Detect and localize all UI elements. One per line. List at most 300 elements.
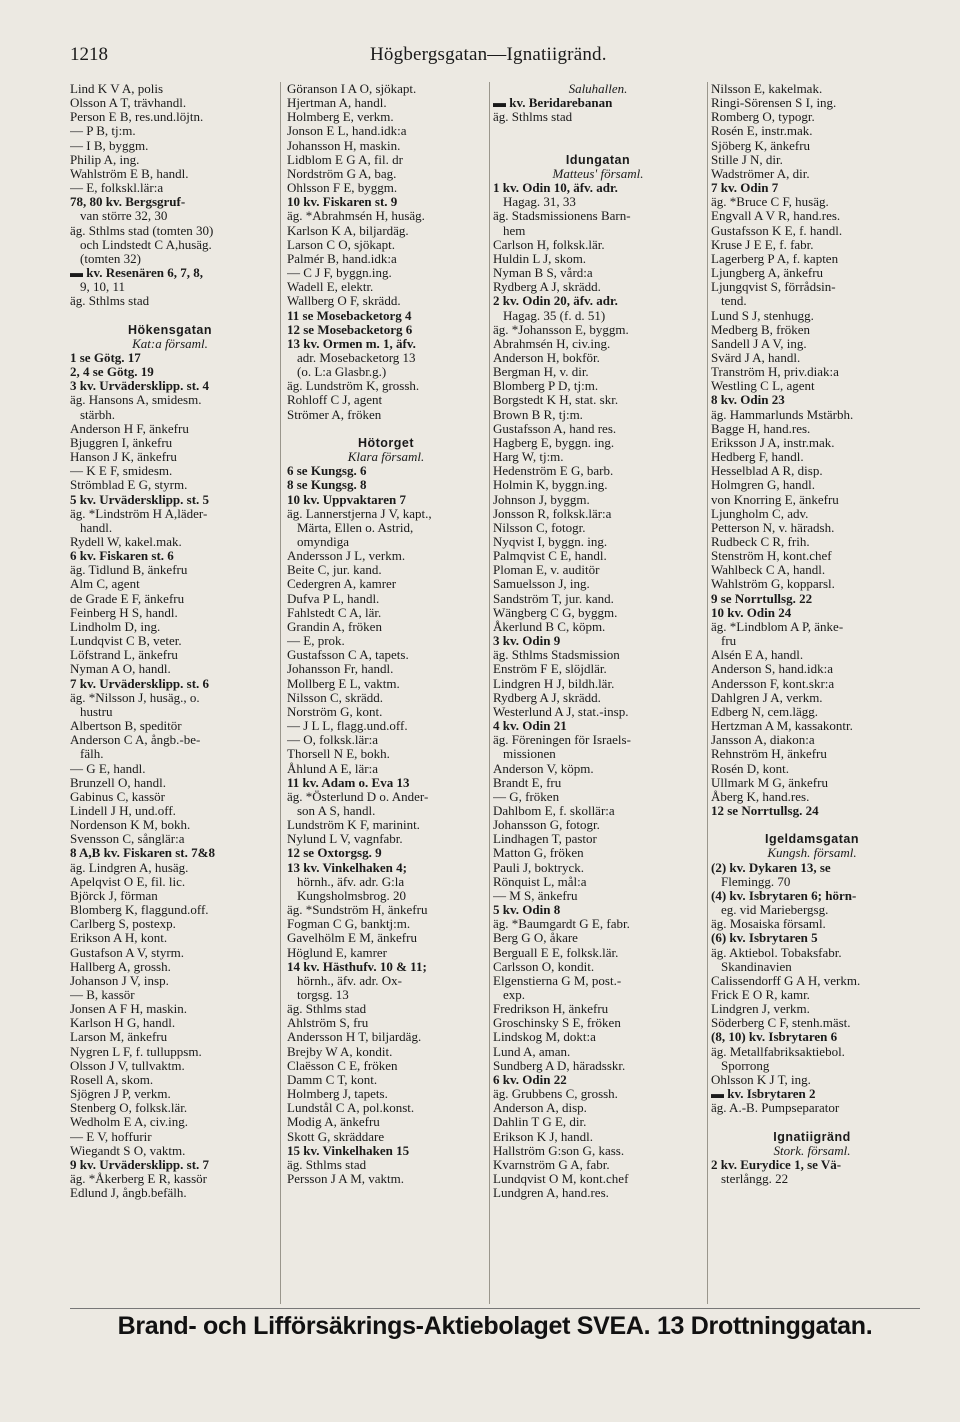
directory-entry: Jonsson R, folksk.lär:a <box>493 506 612 521</box>
directory-entry: Brandt E, fru <box>493 775 562 790</box>
directory-entry: von Knorring E, änkefru <box>711 492 839 507</box>
directory-entry: Anderson H F, änkefru <box>70 421 189 436</box>
directory-entry: äg. Stadsmissionens Barn- <box>493 209 631 224</box>
property-entry: 12 se Oxtorgsg. 9 <box>287 846 382 861</box>
page-number: 1218 <box>70 44 108 65</box>
directory-entry: äg. *Österlund D o. Ander- <box>287 789 429 804</box>
directory-entry: Enström F E, slöjdlär. <box>493 662 607 677</box>
property-entry: (6) kv. Isbrytaren 5 <box>711 931 818 946</box>
directory-entry: Mollberg E L, vaktm. <box>287 676 400 691</box>
directory-entry: Stenberg O, folksk.lär. <box>70 1101 188 1116</box>
directory-entry: Åkerlund B C, köpm. <box>493 619 606 634</box>
directory-entry: äg. Aktiebol. Tobaksfabr. <box>711 945 842 960</box>
directory-entry: Nordström G A, bag. <box>287 166 397 181</box>
directory-entry: Bagge H, hand.res. <box>711 421 811 436</box>
property-entry: 3 kv. Odin 9 <box>493 634 561 649</box>
directory-entry: Lundström K F, marinint. <box>287 818 420 833</box>
directory-entry: Rydberg A J, skrädd. <box>493 690 601 705</box>
entry-continuation: Flemingg. 70 <box>721 874 791 889</box>
directory-entry: Hanson J K, änkefru <box>70 450 177 465</box>
entry-continuation: exp. <box>503 988 526 1002</box>
property-entry: 10 kv. Uppvaktaren 7 <box>287 492 406 507</box>
property-entry: 1 kv. Odin 10, äfv. adr. <box>493 181 618 196</box>
directory-entry: Tranström H, priv.diak:a <box>711 365 839 380</box>
directory-entry: äg. Lindgren A, husäg. <box>70 860 189 875</box>
directory-entry: Strömblad E G, styrm. <box>70 478 188 493</box>
directory-entry: Grandin A, fröken <box>287 619 382 634</box>
property-entry: 3 kv. Urvädersklipp. st. 4 <box>70 379 210 394</box>
directory-entry: äg. Sthlms stad (tomten 30) <box>70 223 214 238</box>
property-entry: 12 se Mosebacketorg 6 <box>287 322 413 337</box>
directory-entry: Thorsell N E, bokh. <box>287 747 390 762</box>
directory-entry: Ohlsson K J T, ing. <box>711 1072 811 1087</box>
property-entry: 5 kv. Odin 8 <box>493 903 561 918</box>
directory-entry: Rydberg A J, skrädd. <box>493 280 601 295</box>
directory-entry: — K E F, smidesm. <box>70 464 173 479</box>
directory-entry: Stenström H, kont.chef <box>711 549 832 564</box>
directory-entry: Rudbeck C R, frih. <box>711 535 810 549</box>
directory-entry: Ljungholm C, adv. <box>711 506 809 521</box>
parish-label: Matteus' församl. <box>552 166 644 181</box>
directory-entry: — E V, hoffurir <box>70 1129 152 1144</box>
directory-entry: Dufva P L, handl. <box>287 591 380 606</box>
directory-entry: Kruse J E E, f. fabr. <box>711 237 814 252</box>
directory-entry: Karlson K A, biljardäg. <box>287 223 409 238</box>
directory-entry: Feinberg H S, handl. <box>70 605 178 620</box>
property-entry: 6 se Kungsg. 6 <box>287 464 367 479</box>
entry-continuation: missionen <box>503 747 556 762</box>
directory-entry: Eriksson J A, instr.mak. <box>711 435 835 450</box>
entry-continuation: och Lindstedt C A,husäg. <box>80 237 212 252</box>
property-entry: 10 kv. Fiskaren st. 9 <box>287 195 398 210</box>
entry-continuation: handl. <box>80 520 113 535</box>
directory-entry: Hesselblad A R, disp. <box>711 464 823 479</box>
directory-entry: Hallberg A, grossh. <box>70 959 171 974</box>
directory-entry: Abrahmsén H, civ.ing. <box>493 336 611 351</box>
directory-entry: Johanson J V, insp. <box>70 973 169 988</box>
directory-entry: Nyman B S, vård:a <box>493 266 593 281</box>
directory-entry: Sandström T, jur. kand. <box>493 591 614 606</box>
entry-continuation: eg. vid Mariebergsg. <box>721 903 829 918</box>
directory-entry: äg. Hammarlunds Mstärbh. <box>711 407 854 422</box>
directory-entry: Rosén D, kont. <box>711 761 789 776</box>
directory-entry: Hjertman A, handl. <box>287 96 387 111</box>
directory-entry: äg. Sthlms stad <box>493 110 573 125</box>
directory-entry: Calissendorff G A H, verkm. <box>711 973 861 988</box>
directory-entry: Fogman C G, banktj:m. <box>287 917 411 932</box>
directory-entry: Rehnström H, änkefru <box>711 747 827 762</box>
property-entry: 13 kv. Ormen m. 1, äfv. <box>287 336 416 351</box>
directory-entry: Hagberg E, byggn. ing. <box>493 435 615 450</box>
column-divider <box>489 82 490 1304</box>
footer-advertisement: Brand- och Lifförsäkrings-Aktiebolaget SVEA. 13 Drottninggatan. <box>117 1312 873 1340</box>
property-entry: 6 kv. Fiskaren st. 6 <box>70 549 174 564</box>
directory-entry: Anderson C A, ångb.-be- <box>70 733 201 748</box>
page-header <box>70 44 920 74</box>
directory-entry: Åberg K, hand.res. <box>711 789 810 804</box>
directory-entry: Larson M, änkefru <box>70 1030 168 1045</box>
directory-entry: äg. *Sundström H, änkefru <box>287 903 428 918</box>
property-entry: (4) kv. Isbrytaren 6; hörn- <box>711 888 857 903</box>
spacer <box>287 422 485 436</box>
directory-entry: Wahlström E B, handl. <box>70 166 189 181</box>
directory-entry: äg. Grubbens C, grossh. <box>493 1087 618 1102</box>
entry-continuation: Sporrong <box>721 1058 770 1073</box>
column-1 <box>70 82 270 1307</box>
directory-entry: Lindholm D, ing. <box>70 619 161 634</box>
directory-entry: Alm C, agent <box>70 577 140 592</box>
directory-entry: Hertzman A M, kassakontr. <box>711 719 853 734</box>
column-divider <box>707 82 708 1304</box>
directory-entry: Lund A, aman. <box>493 1044 571 1059</box>
directory-entry: Sjöberg K, änkefru <box>711 138 811 153</box>
directory-entry: Engvall A V R, hand.res. <box>711 209 841 224</box>
directory-entry: Lindell J H, und.off. <box>70 803 176 818</box>
entry-continuation: torgsg. 13 <box>297 988 349 1002</box>
property-entry: 10 kv. Odin 24 <box>711 605 792 620</box>
directory-entry: Nordenson K M, bokh. <box>70 818 191 833</box>
spacer <box>711 1115 913 1129</box>
directory-entry: Claësson C E, fröken <box>287 1058 398 1073</box>
directory-entry: Matton G, fröken <box>493 846 584 861</box>
directory-entry: äg. Sthlms stad <box>287 1002 367 1017</box>
directory-entry: — J L L, flagg.und.off. <box>287 719 408 734</box>
directory-entry: Ohlsson F E, byggm. <box>287 181 398 196</box>
directory-entry: Erikson K J, handl. <box>493 1129 594 1144</box>
directory-entry: Holmgren G, handl. <box>711 478 815 493</box>
directory-entry: — M S, änkefru <box>493 888 578 903</box>
property-entry: 1 se Götg. 17 <box>70 350 141 365</box>
directory-entry: Ploman E, v. auditör <box>493 563 600 578</box>
directory-entry: Anderson S, hand.idk:a <box>711 662 834 677</box>
entry-continuation: Kungsholmsbrog. 20 <box>297 888 407 903</box>
directory-entry: Damm C T, kont. <box>287 1072 378 1087</box>
directory-entry: Westerlund A J, stat.-insp. <box>493 704 629 719</box>
directory-entry: Skott G, skräddare <box>287 1129 385 1144</box>
directory-entry: Wahlbeck C A, handl. <box>711 563 826 578</box>
directory-entry: Ringi-Sörensen S I, ing. <box>711 96 837 111</box>
directory-entry: Wahlström G, kopparsl. <box>711 577 835 592</box>
entry-continuation: omyndiga <box>297 535 349 549</box>
directory-entry: äg. Lundström K, grossh. <box>287 379 420 394</box>
entry-continuation: fälh. <box>80 747 104 762</box>
directory-entry: Palmér B, hand.idk:a <box>287 251 397 266</box>
directory-entry: Edlund J, ångb.befälh. <box>70 1186 187 1201</box>
directory-entry: Lund S J, stenhugg. <box>711 308 814 323</box>
property-entry: 7 kv. Urvädersklipp. st. 6 <box>70 676 210 691</box>
property-entry: 8 A,B kv. Fiskaren st. 7&8 <box>70 846 215 861</box>
property-entry: 15 kv. Vinkelhaken 15 <box>287 1143 410 1158</box>
entry-continuation: Hagag. 35 (f. d. 51) <box>503 308 606 323</box>
directory-entry: Berguall E E, folksk.lär. <box>493 945 619 960</box>
directory-entry: — B, kassör <box>70 988 135 1002</box>
directory-entry: Hallström G:son G, kass. <box>493 1143 625 1158</box>
directory-entry: Alsén E A, handl. <box>711 648 804 663</box>
directory-entry: äg. Sthlms stad <box>70 294 150 309</box>
directory-entry: Johansson G, fotogr. <box>493 818 600 833</box>
directory-entry: Persson J A M, vaktm. <box>287 1172 405 1187</box>
directory-entry: Wadströmer A, dir. <box>711 166 810 181</box>
directory-entry: Nygren L F, f. tulluppsm. <box>70 1044 202 1059</box>
entry-continuation: hörnh., äfv. adr. G:la <box>297 874 405 889</box>
directory-entry: Larson C O, sjökapt. <box>287 237 395 252</box>
directory-entry: Petterson N, v. häradsh. <box>711 520 835 535</box>
directory-entry: Johnson J, byggm. <box>493 492 590 507</box>
directory-entry: Olsson J V, tullvaktm. <box>70 1058 185 1073</box>
directory-entry: Anderson A, disp. <box>493 1101 587 1116</box>
directory-entry: Bjuggren I, änkefru <box>70 435 173 450</box>
directory-entry: Lind K V A, polis <box>70 82 164 96</box>
directory-entry: Gustafsson C A, tapets. <box>287 648 409 663</box>
street-heading: Hötorget <box>357 435 415 450</box>
directory-entry: Lindgren J, verkm. <box>711 1002 810 1017</box>
directory-entry: Rönquist L, mål:a <box>493 874 587 889</box>
property-entry: 8 kv. Odin 23 <box>711 393 785 408</box>
directory-entry: Gustafsson A, hand res. <box>493 421 617 436</box>
street-heading: Ignatiigränd <box>773 1129 851 1144</box>
directory-entry: Lidblom E G A, fil. dr <box>287 152 403 167</box>
property-entry: 14 kv. Hästhufv. 10 & 11; <box>287 959 427 974</box>
directory-entry: Medberg B, fröken <box>711 322 811 337</box>
directory-entry: Lundqvist C B, veter. <box>70 634 182 649</box>
spacer <box>70 309 270 323</box>
directory-entry: Gavelhölm E M, änkefru <box>287 931 417 946</box>
directory-entry: Lindgren H J, bildh.lär. <box>493 676 615 691</box>
directory-entry: Nyman A O, handl. <box>70 662 171 677</box>
property-entry: 5 kv. Urvädersklipp. st. 5 <box>70 492 210 507</box>
directory-entry: äg. *Åkerberg E R, kassör <box>70 1172 207 1187</box>
directory-entry: Jansson A, diakon:a <box>711 733 815 748</box>
directory-entry: Norström G, kont. <box>287 704 383 719</box>
directory-entry: äg. *Bruce C F, husäg. <box>711 195 829 210</box>
directory-entry: Dahlbom E, f. skollär:a <box>493 803 615 818</box>
directory-entry: Berg G O, åkare <box>493 931 578 946</box>
entry-continuation: hustru <box>80 704 113 719</box>
directory-entry: Nilsson E, kakelmak. <box>711 82 823 96</box>
directory-entry: — P B, tj:m. <box>70 124 136 139</box>
directory-entry: Gabinus C, kassör <box>70 789 165 804</box>
column-divider <box>280 82 281 1304</box>
directory-entry: Pauli J, boktryck. <box>493 860 584 875</box>
directory-entry: Johansson Fr, handl. <box>287 662 394 677</box>
street-heading: Hökensgatan <box>128 322 212 337</box>
directory-entry: Svärd J A, handl. <box>711 350 801 365</box>
directory-entry: Anderson V, köpm. <box>493 761 594 776</box>
entry-continuation: hem <box>503 223 526 238</box>
directory-entry: Karlson H G, handl. <box>70 1016 176 1031</box>
directory-entry: Blomberg K, flaggund.off. <box>70 903 209 918</box>
entry-continuation: Skandinavien <box>721 959 792 974</box>
directory-entry: Andersson J L, verkm. <box>287 549 406 564</box>
directory-entry: Westling C L, agent <box>711 379 815 394</box>
directory-entry: Modig A, änkefru <box>287 1115 380 1130</box>
directory-entry: Ullmark M G, änkefru <box>711 775 828 790</box>
directory-entry: Nilsson C, fotogr. <box>493 520 586 535</box>
directory-entry: Löfstrand L, änkefru <box>70 648 178 663</box>
property-entry: 11 kv. Adam o. Eva 13 <box>287 775 410 790</box>
street-heading: Igeldamsgatan <box>764 832 860 847</box>
directory-entry: Höglund E, kamrer <box>287 945 388 960</box>
entry-continuation: Märta, Ellen o. Astrid, <box>297 520 414 535</box>
property-entry: (8, 10) kv. Isbrytaren 6 <box>711 1030 838 1045</box>
directory-entry: äg. *Lindström H A,läder- <box>70 506 208 521</box>
directory-entry: Fredrikson H, änkefru <box>493 1002 609 1017</box>
property-entry: 2 kv. Odin 20, äfv. adr. <box>493 294 618 309</box>
directory-entry: Svensson C, sånglär:a <box>70 832 185 847</box>
directory-entry: Gustafson A V, styrm. <box>70 945 185 960</box>
directory-entry: Carlson H, folksk.lär. <box>493 237 605 252</box>
entry-continuation: son A S, handl. <box>297 803 376 818</box>
directory-entry: Romberg O, typogr. <box>711 110 815 125</box>
directory-entry: äg. Hansons A, smidesm. <box>70 393 202 408</box>
directory-entry: — G, fröken <box>493 789 560 804</box>
directory-entry: Jonsen A F H, maskin. <box>70 1002 188 1017</box>
directory-entry: äg. Föreningen för Israels- <box>493 733 631 748</box>
spacer <box>493 139 703 153</box>
directory-entry: Ljungberg A, änkefru <box>711 266 824 281</box>
directory-entry: Strömer A, fröken <box>287 407 382 422</box>
directory-entry: Sjögren J P, verkm. <box>70 1087 171 1102</box>
directory-entry: Jonson E L, hand.idk:a <box>287 124 407 139</box>
directory-entry: — I B, byggm. <box>70 138 149 153</box>
parish-label: Kat:a församl. <box>132 336 208 351</box>
directory-entry: — E, folkskl.lär:a <box>70 181 164 196</box>
directory-entry: Stille J N, dir. <box>711 152 783 167</box>
directory-entry: Holmberg E, verkm. <box>287 110 394 125</box>
column-2 <box>287 82 485 1307</box>
directory-entry: äg. *Abrahmsén H, husäg. <box>287 209 425 224</box>
directory-entry: Frick E O R, kamr. <box>711 988 810 1002</box>
parish-label: Kungsh. församl. <box>767 846 857 861</box>
parish-label: Klara församl. <box>347 450 425 465</box>
directory-entry: Cedergren A, kamrer <box>287 577 397 592</box>
property-entry: ▬ kv. Isbrytaren 2 <box>711 1087 816 1102</box>
property-entry: ▬ kv. Resenären 6, 7, 8, <box>70 266 204 281</box>
property-entry: 7 kv. Odin 7 <box>711 181 779 196</box>
directory-entry: — G E, handl. <box>70 761 146 776</box>
directory-entry: Palmqvist C E, handl. <box>493 549 607 564</box>
directory-entry: äg. Sthlms stad <box>287 1157 367 1172</box>
directory-entry: Brown B R, tj:m. <box>493 407 583 422</box>
directory-entry: — C J F, byggn.ing. <box>287 266 392 281</box>
directory-entry: Söderberg C F, stenh.mäst. <box>711 1016 851 1031</box>
entry-continuation: stärbh. <box>80 407 116 422</box>
directory-entry: Rydell W, kakel.mak. <box>70 535 182 549</box>
directory-entry: äg. Mosaiska församl. <box>711 917 826 932</box>
directory-entry: Brunzell O, handl. <box>70 775 167 790</box>
directory-entry: Olsson A T, trävhandl. <box>70 96 187 111</box>
directory-entry: Carlberg S, postexp. <box>70 917 176 932</box>
directory-entry: Wallberg O F, skrädd. <box>287 294 401 309</box>
property-entry: ▬ kv. Beridarebanan <box>493 96 613 111</box>
directory-entry: Nyqvist I, byggn. ing. <box>493 535 608 549</box>
directory-entry: Wiegandt S O, vaktm. <box>70 1143 186 1158</box>
entry-continuation: adr. Mosebacketorg 13 <box>297 350 416 365</box>
entry-continuation: sterlångg. 22 <box>721 1172 789 1187</box>
directory-entry: Björck J, förman <box>70 888 158 903</box>
entry-continuation: fru <box>721 634 737 649</box>
entry-continuation: hörnh., äfv. adr. Ox- <box>297 973 402 988</box>
directory-entry: Ahlström S, fru <box>287 1016 369 1031</box>
directory-entry: Borgstedt K H, stat. skr. <box>493 393 619 408</box>
directory-entry: äg. Tidlund B, änkefru <box>70 563 188 578</box>
directory-entry: Holmin K, byggn.ing. <box>493 478 608 493</box>
property-entry: 12 se Norrtullsg. 24 <box>711 803 819 818</box>
directory-entry: Åhlund A E, lär:a <box>287 761 378 776</box>
directory-entry: — E, prok. <box>287 634 345 649</box>
directory-entry: Holmberg J, tapets. <box>287 1087 388 1102</box>
property-entry: 78, 80 kv. Bergsgruf- <box>70 195 186 210</box>
directory-entry: Albertson B, speditör <box>70 719 182 734</box>
directory-entry: äg. *Baumgardt G E, fabr. <box>493 917 630 932</box>
directory-entry: Bergman H, v. dir. <box>493 365 589 380</box>
running-title: Högbergsgatan—Ignatiigränd. <box>370 44 607 65</box>
property-entry: 4 kv. Odin 21 <box>493 719 567 734</box>
directory-entry: Gustafsson K E, f. handl. <box>711 223 843 238</box>
directory-entry: Rosell A, skom. <box>70 1072 154 1087</box>
directory-entry: Hedenström E G, barb. <box>493 464 614 479</box>
directory-entry: äg. Sthlms Stadsmission <box>493 648 620 663</box>
directory-entry: Harg W, tj:m. <box>493 450 564 465</box>
entry-continuation: Hagag. 31, 33 <box>503 195 576 210</box>
directory-entry: Edberg N, cem.lägg. <box>711 704 818 719</box>
parish-label: Stork. församl. <box>773 1143 851 1158</box>
directory-entry: Philip A, ing. <box>70 152 140 167</box>
property-entry: 9 kv. Urvädersklipp. st. 7 <box>70 1157 210 1172</box>
entry-continuation: (o. L:a Glasbr.g.) <box>297 365 387 380</box>
directory-entry: Göranson I A O, sjökapt. <box>287 82 417 96</box>
directory-entry: Wedholm E A, civ.ing. <box>70 1115 188 1130</box>
directory-entry: Beite C, jur. kand. <box>287 563 382 578</box>
parish-label: Saluhallen. <box>568 82 628 96</box>
directory-entry: äg. *Nilsson J, husäg., o. <box>70 690 200 705</box>
directory-entry: Lindhagen T, pastor <box>493 832 597 847</box>
directory-entry: Erikson A H, kont. <box>70 931 168 946</box>
street-heading: Idungatan <box>565 152 631 167</box>
property-entry: 13 kv. Vinkelhaken 4; <box>287 860 407 875</box>
directory-entry: äg. *Johansson E, byggm. <box>493 322 629 337</box>
directory-entry: äg. Metallfabriksaktiebol. <box>711 1044 845 1059</box>
directory-entry: Dahlin T G E, dir. <box>493 1115 587 1130</box>
directory-entry: Kvarnström G A, fabr. <box>493 1157 610 1172</box>
property-entry: 9 se Norrtullsg. 22 <box>711 591 813 606</box>
directory-entry: äg. Lannerstjerna J V, kapt., <box>287 506 432 521</box>
footer-divider <box>70 1308 920 1309</box>
entry-continuation: tend. <box>721 294 747 309</box>
directory-entry: Andersson H T, biljardäg. <box>287 1030 422 1045</box>
directory-entry: Fahlstedt C A, lär. <box>287 605 382 620</box>
column-3 <box>493 82 703 1307</box>
directory-entry: Samuelsson J, ing. <box>493 577 590 592</box>
directory-entry: Nilsson C, skrädd. <box>287 690 384 705</box>
entry-continuation: van större 32, 30 <box>80 209 168 224</box>
spacer <box>711 818 913 832</box>
directory-entry: Anderson H, bokför. <box>493 350 600 365</box>
directory-entry: Andersson F, kont.skr:a <box>711 676 835 691</box>
directory-entry: Lundgren A, hand.res. <box>493 1186 609 1201</box>
directory-entry: Huldin L J, skom. <box>493 251 587 266</box>
property-entry: 2 kv. Eurydice 1, se Vä- <box>711 1157 842 1172</box>
entry-continuation: (tomten 32) <box>80 251 142 266</box>
directory-entry: Rosén E, instr.mak. <box>711 124 813 139</box>
directory-entry: Person E B, res.und.löjtn. <box>70 110 204 125</box>
directory-entry: Lundstål C A, pol.konst. <box>287 1101 415 1116</box>
directory-entry: Nylund L V, vagnfabr. <box>287 832 403 847</box>
directory-entry: Lagerberg P A, f. kapten <box>711 251 839 266</box>
spacer <box>493 124 703 138</box>
property-entry: (2) kv. Dykaren 13, se <box>711 860 831 875</box>
directory-entry: Blomberg P D, tj:m. <box>493 379 599 394</box>
